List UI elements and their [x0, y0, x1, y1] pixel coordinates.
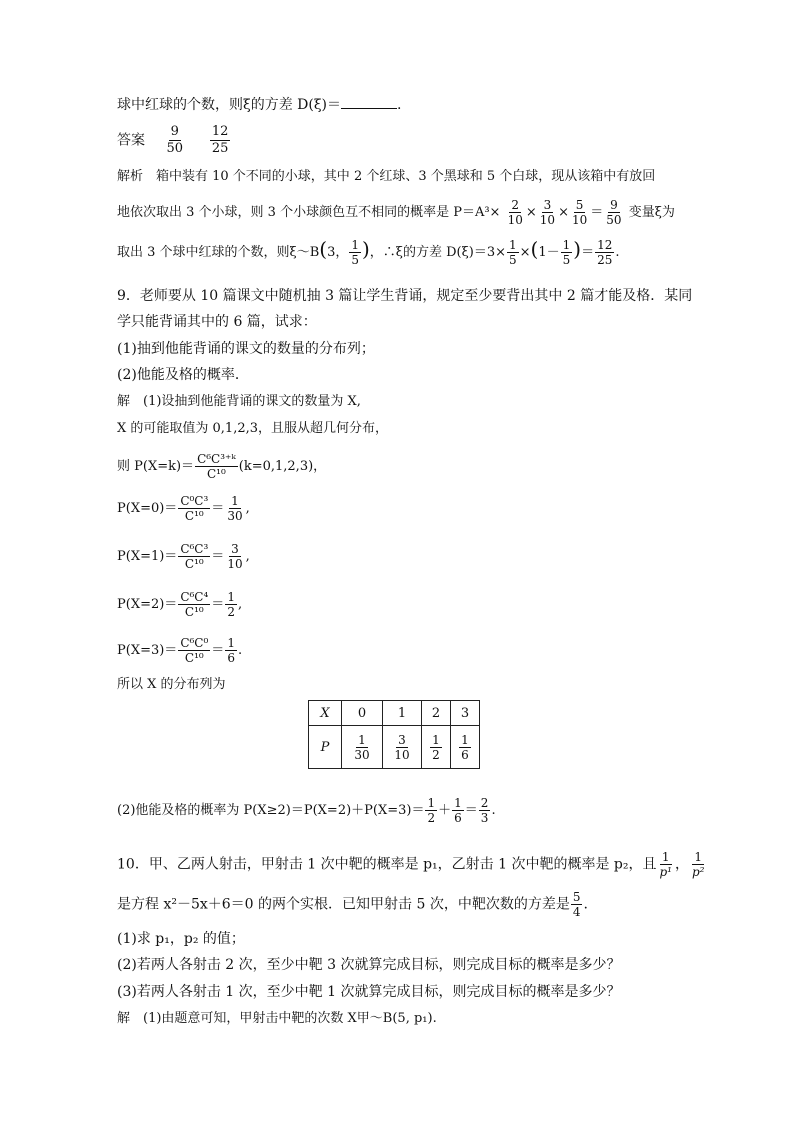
q10-frac-1: $\frac{1}{\text{p¹}}$: [659, 850, 672, 879]
q10-frac-2: $\frac{1}{\text{p²}}$: [691, 850, 705, 879]
q9-solution-1: 解 (1)设抽到他能背诵的课文的数量为 X,: [117, 394, 361, 409]
q10-part-1: (1)求 p₁，p₂ 的值；: [117, 931, 245, 947]
p2-comb-frac: $\frac{\text{C⁶C⁴}}{\text{C¹⁰}}$: [180, 590, 209, 619]
q9-line-2: 学只能背诵其中的 6 篇，试求：: [117, 314, 317, 330]
q9-solution-2: X 的可能取值为 0,1,2,3，且服从超几何分布，: [117, 421, 389, 436]
q10-part-3: (3)若两人各射击 1 次，至少中靶 1 次就算完成目标，则完成目标的概率是多少？: [117, 984, 621, 1000]
analysis-frac-c: $\frac{5}{10}$: [571, 198, 588, 227]
analysis-frac-b: $\frac{3}{10}$: [539, 198, 556, 227]
q9-dist-label: 所以 X 的分布列为: [117, 677, 226, 692]
q10-line-1: 10．甲、乙两人射击，甲射击 1 次中靶的概率是 p₁，乙射击 1 次中靶的概率是 p₂，且 $\frac{1}{\text{p¹}}$ ， $\frac{1}{\text{p²}}$: [117, 850, 705, 879]
q9-frac-2: $\frac{1}{6}$: [454, 796, 462, 825]
q9-general-formula: 则 P(X=k)＝ $\frac{\text{C⁶C³⁺ᵏ}}{\text{C¹⁰}}$ (k=0,1,2,3)，: [117, 452, 327, 481]
p3-result-frac: $\frac{1}{6}$: [227, 636, 235, 665]
q9-frac-1: $\frac{1}{2}$: [427, 796, 436, 825]
q10-part-2: (2)若两人各射击 2 次，至少中靶 3 次就算完成目标，则完成目标的概率是多少？: [117, 957, 621, 973]
table-header-cell: 3: [451, 701, 480, 726]
analysis-frac-f: $\frac{1}{5}$: [508, 238, 517, 267]
answer-line: 答案 $\frac{9}{50}$ $\frac{12}{25}$: [117, 124, 229, 156]
formula-frac: $\frac{\text{C⁶C³⁺ᵏ}}{\text{C¹⁰}}$: [197, 452, 236, 481]
q10-line-2: 是方程 x²－5x＋6＝0 的两个实根．已知甲射击 5 次，中靶次数的方差是 $\frac{5}{4}$ .: [117, 890, 588, 919]
p1-comb-frac: $\frac{\text{C⁶C³}}{\text{C¹⁰}}$: [180, 542, 209, 571]
q9-part2-solution: (2)他能及格的概率为 P(X≥2)＝P(X=2)＋P(X=3)＝ $\frac{1}{2}$ ＋ $\frac{1}{6}$ ＝ $\frac{2}{3}$ .: [117, 796, 496, 825]
q9-p3: P(X=3)＝ $\frac{\text{C⁶C⁰}}{\text{C¹⁰}}$ ＝ $\frac{1}{6}$ .: [117, 636, 243, 665]
analysis-frac-g: $\frac{1}{5}$: [562, 238, 571, 267]
answer-blank: [341, 96, 397, 109]
q9-part-2: (2)他能及格的概率．: [117, 367, 249, 383]
table-cell: $\frac{3}{10}$: [383, 726, 422, 769]
analysis-line-3: 取出 3 个球中红球的个数，则ξ～B(3， $\frac{1}{5}$ )，∴ξ的方差 D(ξ)＝3× $\frac{1}{5}$ ×(1－ $\frac{1}{5}$ )＝ $\frac{12}{25}$ .: [117, 237, 620, 267]
distribution-table: [308, 700, 480, 769]
analysis-frac-e: $\frac{1}{5}$: [351, 238, 359, 267]
table-header-x: X: [309, 701, 342, 726]
answer-fraction-1: $\frac{9}{50}$: [166, 124, 183, 156]
q9-frac-3: $\frac{2}{3}$: [480, 796, 489, 825]
analysis-frac-h: $\frac{12}{25}$: [597, 238, 613, 267]
distribution-header-row: [309, 701, 480, 726]
q9-p2: P(X=2)＝ $\frac{\text{C⁶C⁴}}{\text{C¹⁰}}$ ＝ $\frac{1}{2}$ ,: [117, 590, 243, 619]
table-p-label: P: [309, 726, 342, 769]
prev-question-line: 球中红球的个数，则ξ的方差 D(ξ)＝ .: [117, 97, 402, 113]
q9-line-1: 9．老师要从 10 篇课文中随机抽 3 篇让学生背诵，规定至少要背出其中 2 篇才能及格．某同: [117, 288, 693, 304]
q9-p0: P(X=0)＝ $\frac{\text{C⁰C³}}{\text{C¹⁰}}$ ＝ $\frac{1}{30}$ ,: [117, 494, 250, 523]
table-header-cell: 2: [422, 701, 451, 726]
q10-variance-frac: $\frac{5}{4}$: [572, 890, 581, 919]
answer-fraction-2: $\frac{12}{25}$: [211, 124, 229, 156]
analysis-line-1: 解析 箱中装有 10 个不同的小球，其中 2 个红球、3 个黑球和 5 个白球，现从该箱中有放回: [117, 169, 656, 184]
table-header-cell: 0: [342, 701, 383, 726]
q9-part-1: (1)抽到他能背诵的课文的数量的分布列；: [117, 341, 375, 357]
p0-result-frac: $\frac{1}{30}$: [227, 494, 243, 523]
p2-result-frac: $\frac{1}{2}$: [227, 590, 235, 619]
q9-p1: P(X=1)＝ $\frac{\text{C⁶C³}}{\text{C¹⁰}}$ ＝ $\frac{3}{10}$ ,: [117, 542, 250, 571]
table-cell: $\frac{1}{6}$: [451, 726, 480, 769]
distribution-prob-row: [309, 726, 480, 769]
table-cell: $\frac{1}{30}$: [342, 726, 383, 769]
analysis-line-2: 地依次取出 3 个小球，则 3 个小球颜色互不相同的概率是 P＝A³× $\frac{2}{10}$ × $\frac{3}{10}$ × $\frac{5}{10}$ ＝ $\frac{9}{50}$ 变量ξ为: [117, 198, 675, 227]
p3-comb-frac: $\frac{\text{C⁶C⁰}}{\text{C¹⁰}}$: [180, 636, 209, 665]
p0-comb-frac: $\frac{\text{C⁰C³}}{\text{C¹⁰}}$: [180, 494, 209, 523]
p1-result-frac: $\frac{3}{10}$: [227, 542, 243, 571]
analysis-frac-a: $\frac{2}{10}$: [507, 198, 523, 227]
q10-solution-1: 解 (1)由题意可知，甲射击中靶的次数 X甲～B(5, p₁).: [117, 1011, 437, 1026]
analysis-frac-d: $\frac{9}{50}$: [606, 198, 622, 227]
table-cell: $\frac{1}{2}$: [422, 726, 451, 769]
table-header-cell: 1: [383, 701, 422, 726]
